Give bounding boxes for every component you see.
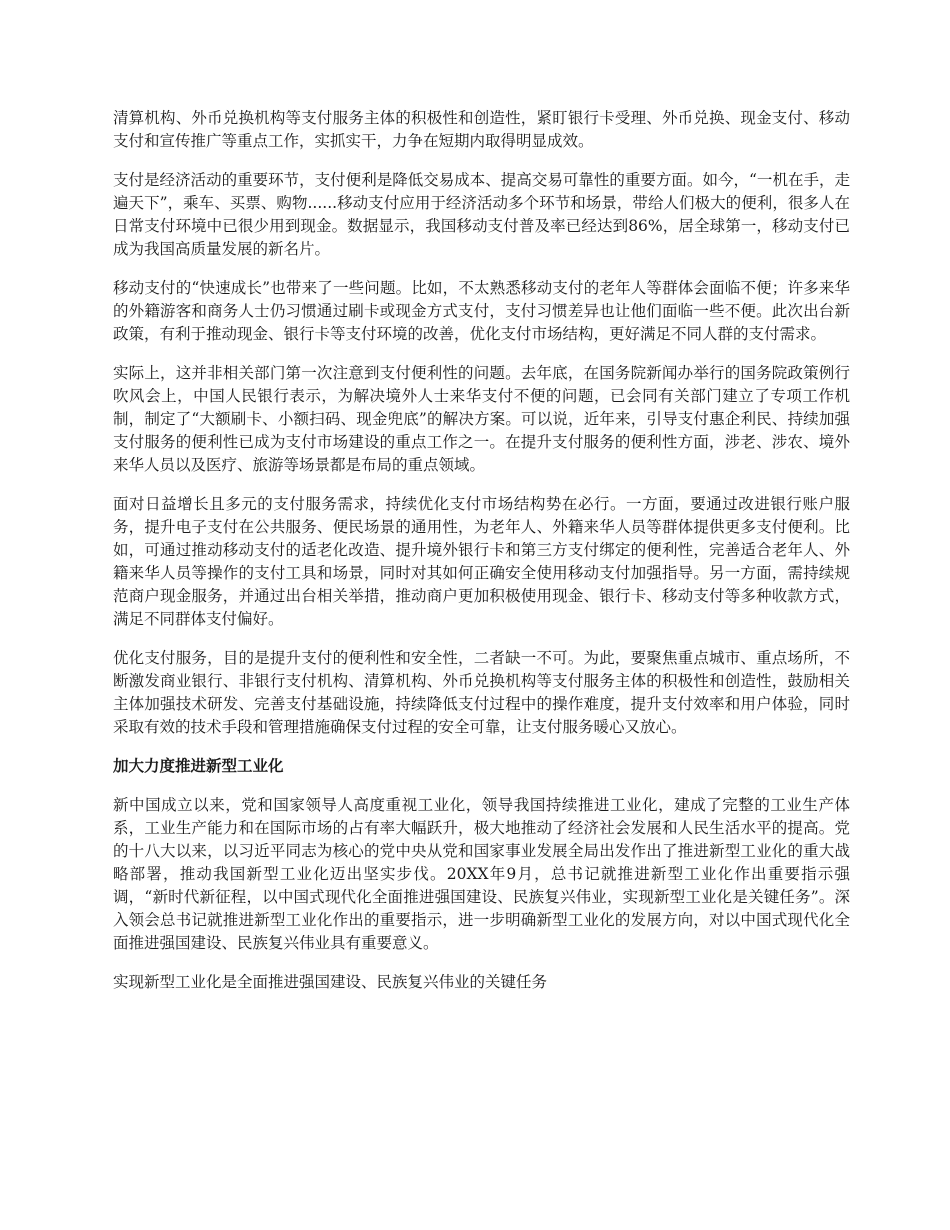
paragraph-2: 支付是经济活动的重要环节，支付便利是降低交易成本、提高交易可靠性的重要方面。如今，“一机在手，走遍天下”，乘车、买票、购物......移动支付应用于经济活动多个环节和场景，带给人们极大的便利，很多人在日常支付环境中已很少用到现金。数据显示，我国移动支付普及率已经达到86%，居全球第一，移动支付已成为我国高质量发展的新名片。 [113,171,850,258]
paragraph-8: 实现新型工业化是全面推进强国建设、民族复兴伟业的关键任务 [113,973,548,991]
section-heading: 加大力度推进新型工业化 [113,757,284,775]
paragraph-3: 移动支付的“快速成长”也带来了一些问题。比如，不太熟悉移动支付的老年人等群体会面临不便；许多来华的外籍游客和商务人士仍习惯通过刷卡或现金方式支付，支付习惯差异也让他们面临一些不便。此次出台新政策，有利于推动现金、银行卡等支付环境的改善，优化支付市场结构，更好满足不同人群的支付需求。 [113,279,850,343]
paragraph-4: 实际上，这并非相关部门第一次注意到支付便利性的问题。去年底，在国务院新闻办举行的国务院政策例行吹风会上，中国人民银行表示，为解决境外人士来华支付不便的问题，已会同有关部门建立了专项工作机制，制定了“大额刷卡、小额扫码、现金兜底”的解决方案。可以说，近年来，引导支付惠企利民、持续加强支付服务的便利性已成为支付市场建设的重点工作之一。在提升支付服务的便利性方面，涉老、涉农、境外来华人员以及医疗、旅游等场景都是布局的重点领域。 [113,364,850,474]
paragraph-7: 新中国成立以来，党和国家领导人高度重视工业化，领导我国持续推进工业化，建成了完整的工业生产体系，工业生产能力和在国际市场的占有率大幅跃升，极大地推动了经济社会发展和人民生活水平的提高。党的十八大以来，以习近平同志为核心的党中央从党和国家事业发展全局出发作出了推进新型工业化的重大战略部署，推动我国新型工业化迈出坚实步伐。20XX年9月，总书记就推进新型工业化作出重要指示强调，“新时代新征程，以中国式现代化全面推进强国建设、民族复兴伟业，实现新型工业化是关键任务”。深入领会总书记就推进新型工业化作出的重要指示，进一步明确新型工业化的发展方向，对以中国式现代化全面推进强国建设、民族复兴伟业具有重要意义。 [113,796,850,952]
document-page [113,107,850,1010]
paragraph-6: 优化支付服务，目的是提升支付的便利性和安全性，二者缺一不可。为此，要聚焦重点城市、重点场所，不断激发商业银行、非银行支付机构、清算机构、外币兑换机构等支付服务主体的积极性和创造性，鼓励相关主体加强技术研发、完善支付基础设施，持续降低支付过程中的操作难度，提升支付效率和用户体验，同时采取有效的技术手段和管理措施确保支付过程的安全可靠，让支付服务暖心又放心。 [113,649,850,736]
paragraph-5: 面对日益增长且多元的支付服务需求，持续优化支付市场结构势在必行。一方面，要通过改进银行账户服务，提升电子支付在公共服务、便民场景的通用性，为老年人、外籍来华人员等群体提供更多支付便利。比如，可通过推动移动支付的适老化改造、提升境外银行卡和第三方支付绑定的便利性，完善适合老年人、外籍来华人员等操作的支付工具和场景，同时对其如何正确安全使用移动支付加强指导。另一方面，需持续规范商户现金服务，并通过出台相关举措，推动商户更加积极使用现金、银行卡、移动支付等多种收款方式，满足不同群体支付偏好。 [113,495,850,628]
paragraph-1: 清算机构、外币兑换机构等支付服务主体的积极性和创造性，紧盯银行卡受理、外币兑换、现金支付、移动支付和宣传推广等重点工作，实抓实干，力争在短期内取得明显成效。 [113,109,850,150]
